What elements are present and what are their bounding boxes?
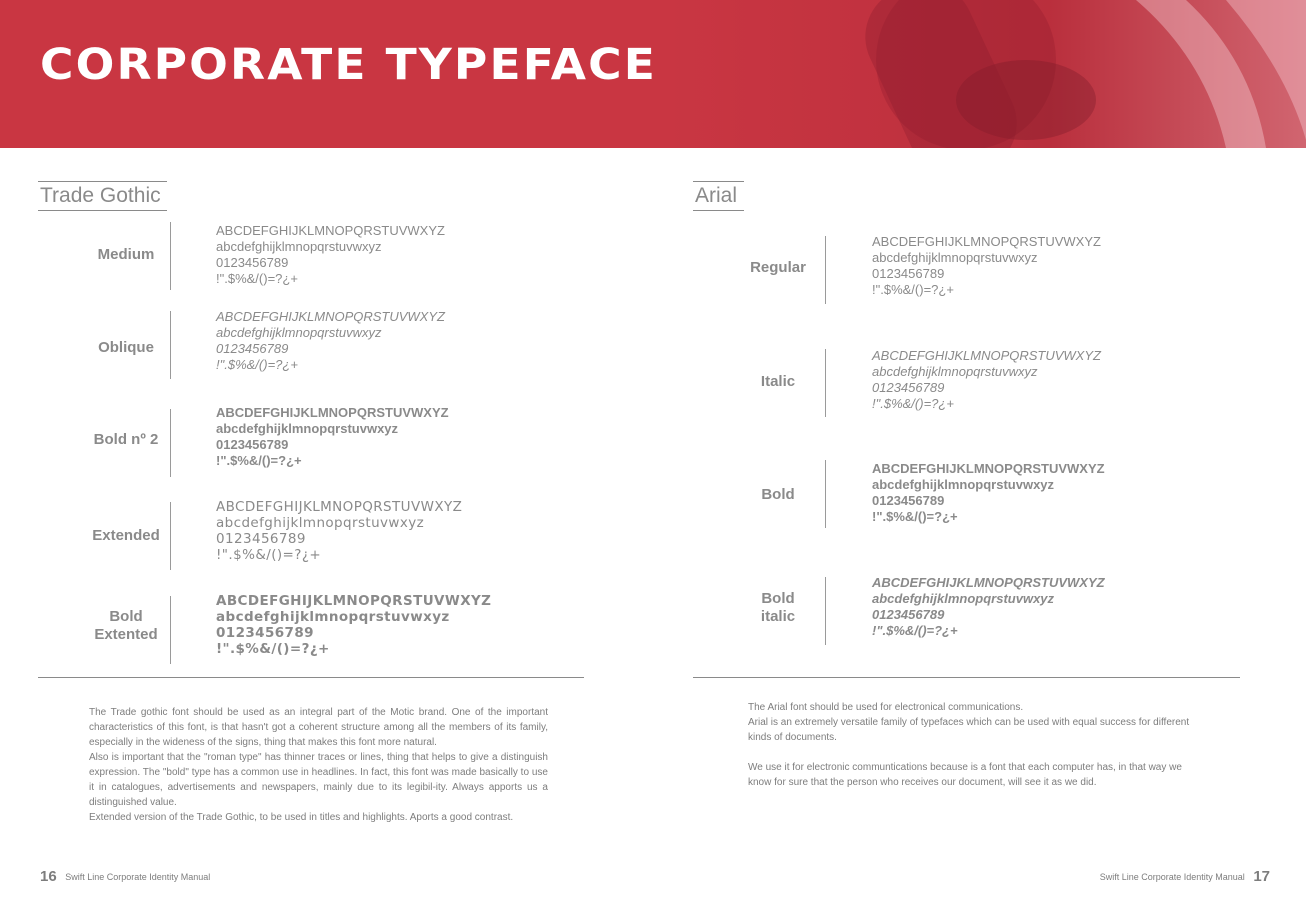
page-number-right: 17 [1253, 868, 1270, 885]
style-label-bold-italic: Bold italic [760, 590, 796, 625]
trade-gothic-description: The Trade gothic font should be used as an integral part of the Motic brand. One of the important characteristics of this font, is that hasn't got a coherent structure among all the members of its family, especially in the wideness of the signs, thing that makes this font more natural. Also is important that the "roman type" has thinner traces or lines, thing that helps to give a distinguish expression. The "bold" type has a common use in headlines. In fact, this font was made basically to use it in catalogues, advertisements and newspapers, mainly due to its legibil-ity. Always apports us a distinguished value. Extended version of the Trade Gothic, to be used in titles and highlights. Aports a good contrast. [89, 707, 548, 823]
sample-extended: ABCDEFGHIJKLMNOPQRSTUVWXYZ abcdefghijklmnopqrstuvwxyz 0123456789 !".$%&/()=?¿+ [216, 499, 463, 563]
style-label-regular: Regular [750, 259, 806, 276]
divider [825, 236, 826, 304]
microscope-photo [666, 0, 1306, 148]
sample-oblique: ABCDEFGHIJKLMNOPQRSTUVWXYZ abcdefghijklmnopqrstuvwxyz 0123456789 !".$%&/()=?¿+ [216, 309, 445, 372]
style-label-bold-extended: Bold Extented [94, 608, 158, 643]
sample-italic: ABCDEFGHIJKLMNOPQRSTUVWXYZ abcdefghijklmnopqrstuvwxyz 0123456789 !".$%&/()=?¿+ [872, 348, 1101, 411]
sample-bold-extended: ABCDEFGHIJKLMNOPQRSTUVWXYZ abcdefghijklmnopqrstuvwxyz 0123456789 !".$%&/()=?¿+ [216, 593, 492, 657]
style-label-italic: Italic [760, 373, 796, 390]
style-label-medium: Medium [97, 246, 155, 263]
style-label-bold: Bold [761, 486, 795, 503]
divider [170, 596, 171, 664]
footer-text-right: Swift Line Corporate Identity Manual [1099, 871, 1245, 882]
right-section-rule [693, 677, 1240, 678]
footer-right [1100, 868, 1270, 885]
sample-bold: ABCDEFGHIJKLMNOPQRSTUVWXYZ abcdefghijklmnopqrstuvwxyz 0123456789 !".$%&/()=?¿+ [872, 461, 1105, 524]
sample-bold-no2: ABCDEFGHIJKLMNOPQRSTUVWXYZ abcdefghijklmnopqrstuvwxyz 0123456789 !".$%&/()=?¿+ [216, 405, 449, 468]
divider [170, 502, 171, 570]
style-label-extended: Extended [92, 527, 160, 544]
divider [825, 577, 826, 645]
trade-gothic-heading: Trade Gothic [38, 181, 167, 211]
arial-description: The Arial font should be used for electronical communications. Arial is an extremely versatile family of typefaces which can be used with equal success for different kinds of documents. We use it for electronic communtications because is a font that each computer has, in that way we know for sure that the person who receives our document, will see it as we did. [748, 702, 1190, 788]
divider [825, 460, 826, 528]
arial-heading: Arial [693, 181, 744, 211]
header-banner [0, 0, 1306, 148]
divider [170, 222, 171, 290]
divider [825, 349, 826, 417]
divider [170, 409, 171, 477]
left-section-rule [38, 677, 584, 678]
sample-bold-italic: ABCDEFGHIJKLMNOPQRSTUVWXYZ abcdefghijklmnopqrstuvwxyz 0123456789 !".$%&/()=?¿+ [872, 575, 1105, 638]
footer-text-left: Swift Line Corporate Identity Manual [65, 871, 211, 882]
sample-regular: ABCDEFGHIJKLMNOPQRSTUVWXYZ abcdefghijklmnopqrstuvwxyz 0123456789 !".$%&/()=?¿+ [872, 234, 1101, 297]
footer-left [40, 868, 210, 885]
page-number-left: 16 [40, 868, 57, 885]
style-label-oblique: Oblique [98, 339, 154, 356]
style-label-bold-no2: Bold nº 2 [93, 431, 159, 448]
page-title: CORPORATE TYPEFACE [40, 40, 657, 90]
divider [170, 311, 171, 379]
sample-medium: ABCDEFGHIJKLMNOPQRSTUVWXYZ abcdefghijklmnopqrstuvwxyz 0123456789 !".$%&/()=?¿+ [216, 223, 445, 286]
